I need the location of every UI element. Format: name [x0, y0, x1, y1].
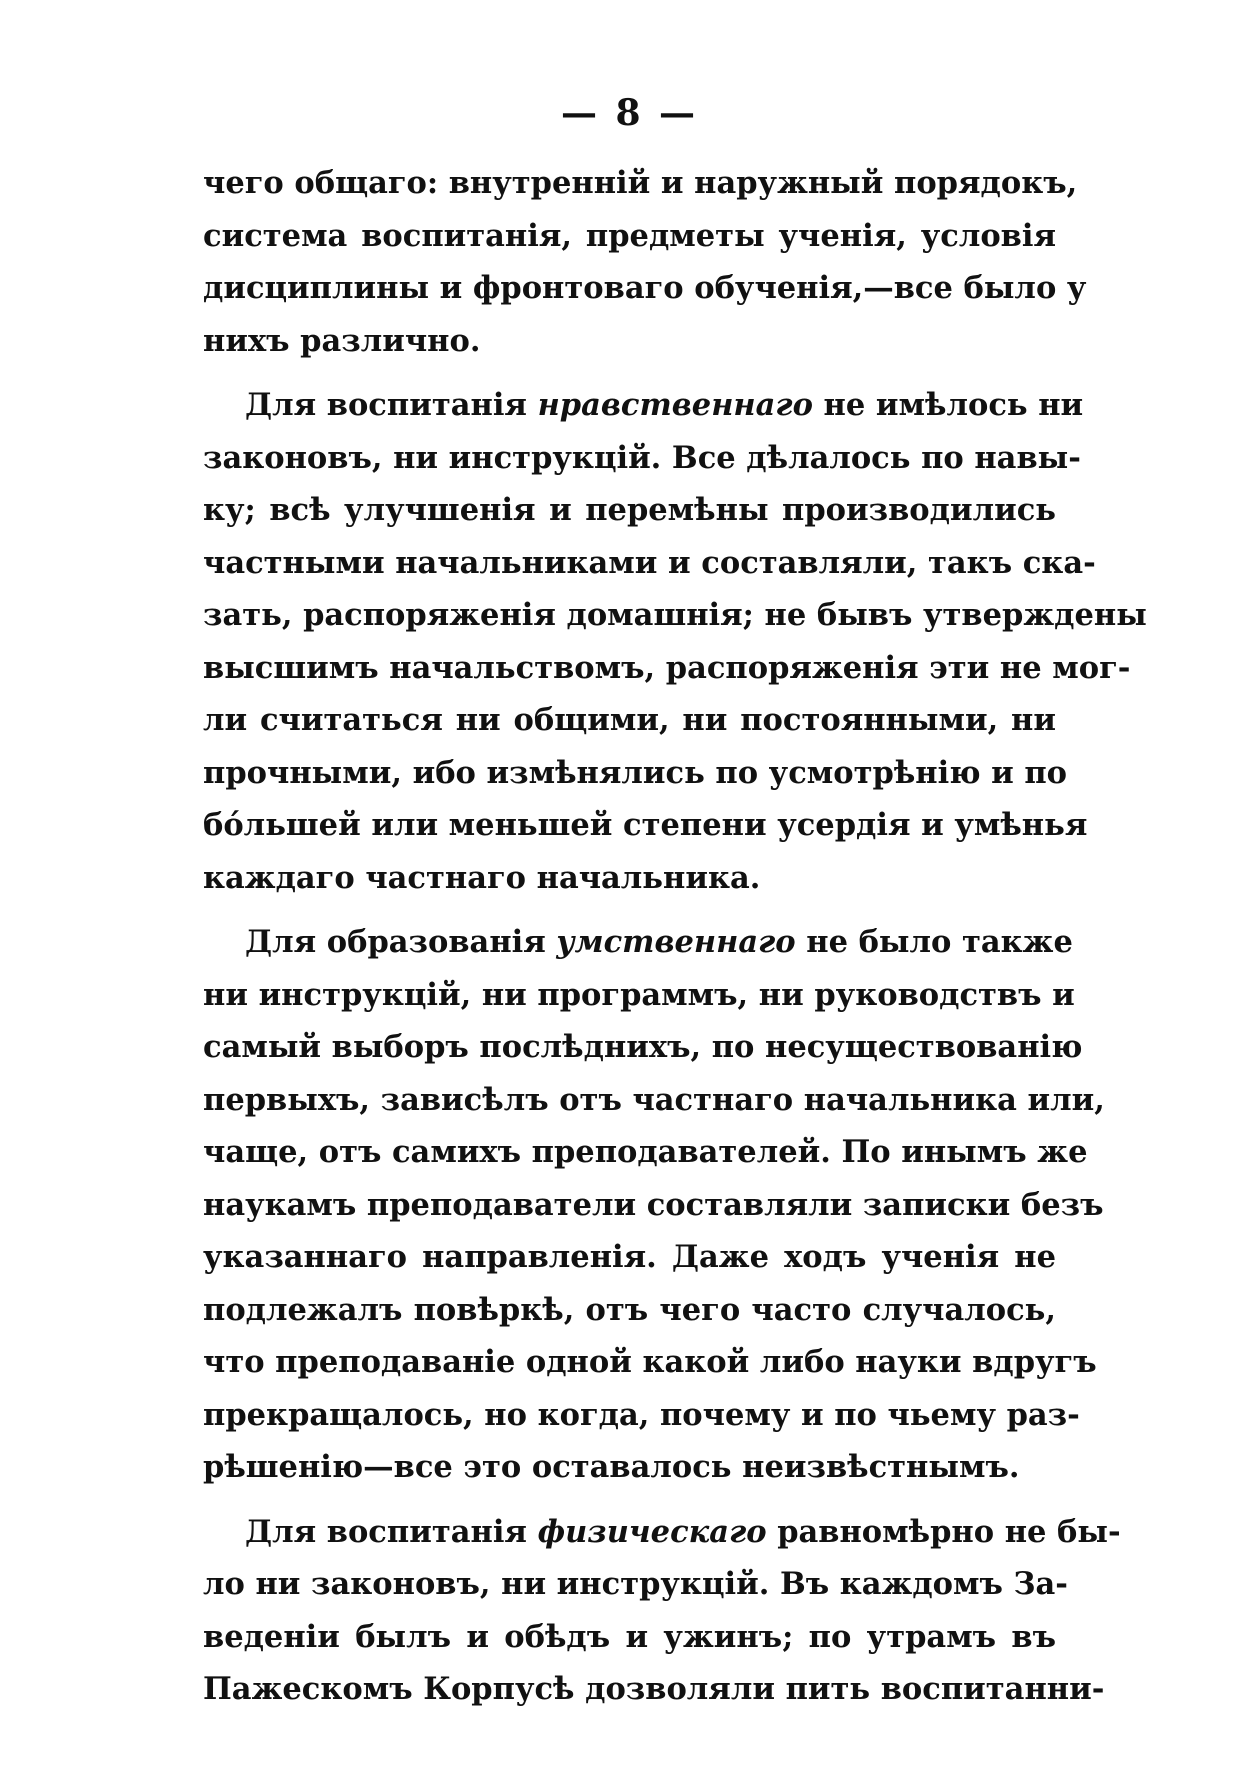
text-line: указаннаго направленія. Даже ходъ ученія не: [203, 1239, 1056, 1275]
text-line: ку; всѣ улучшенія и перемѣны производились: [203, 492, 1056, 528]
text-line: самый выборъ послѣднихъ, по несуществованію: [203, 1029, 1083, 1065]
text-line: подлежалъ повѣркѣ, отъ чего часто случалось,: [203, 1291, 1056, 1328]
text-line: законовъ, ни инструкцій. Все дѣлалось по навы-: [203, 439, 1081, 476]
text-segment: Для воспитанія: [245, 1513, 538, 1550]
text-line: дисциплины и фронтоваго обученія,—все было у: [203, 270, 1087, 306]
text-line: первыхъ, зависѣлъ отъ частнаго начальника или,: [203, 1081, 1105, 1118]
emphasized-term: нравственнаго: [537, 387, 813, 423]
paragraph-continuation: [203, 157, 1087, 367]
emphasized-term: умственнаго: [556, 924, 796, 960]
text-line: высшимъ начальствомъ, распоряженія эти не мог-: [203, 649, 1131, 686]
text-line: нихъ различно.: [203, 322, 481, 359]
text-line: что преподаваніе одной какой либо науки вдругъ: [203, 1344, 1097, 1380]
paragraph-physical-education: [203, 1506, 1121, 1716]
text-line: чаще, отъ самихъ преподавателей. По инымъ же: [203, 1134, 1088, 1170]
paragraph-moral-education: [203, 379, 1147, 904]
text-line: система воспитанія, предметы ученія, условія: [203, 217, 1056, 254]
text-line: веденіи былъ и обѣдъ и ужинъ; по утрамъ въ: [203, 1618, 1056, 1655]
emphasized-term: физическаго: [537, 1513, 767, 1550]
text-line: [203, 916, 1073, 969]
body-text: [203, 157, 1147, 1716]
text-line: каждаго частнаго начальника.: [203, 859, 761, 896]
text-segment: равномѣрно не бы-: [766, 1513, 1121, 1550]
text-line: ло ни законовъ, ни инструкцій. Въ каждомъ За-: [203, 1566, 1068, 1602]
text-line: ли считаться ни общими, ни постоянными, ни: [203, 702, 1056, 738]
page-number: — 8 —: [560, 92, 699, 134]
text-line: бо́льшей или меньшей степени усердія и умѣнья: [203, 807, 1088, 843]
text-line: наукамъ преподаватели составляли записки безъ: [203, 1186, 1104, 1223]
text-line: ни инструкцій, ни программъ, ни руководствъ и: [203, 976, 1075, 1013]
text-line: рѣшенію—все это оставалось неизвѣстнымъ.: [203, 1449, 1020, 1485]
text-segment: Для образованія: [245, 924, 557, 960]
text-line: зать, распоряженія домашнія; не бывъ утверждены: [203, 597, 1147, 633]
text-line: прочными, ибо измѣнялись по усмотрѣнію и по: [203, 754, 1067, 791]
text-line: частными начальниками и составляли, такъ ска-: [203, 544, 1096, 581]
text-segment: не было также: [795, 924, 1073, 960]
text-segment: не имѣлось ни: [812, 387, 1084, 423]
text-line: [203, 379, 1084, 432]
text-line: [203, 1506, 1121, 1559]
text-segment: Для воспитанія: [245, 387, 538, 423]
text-line: Пажескомъ Корпусѣ дозволяли пить воспитанни-: [203, 1671, 1105, 1707]
text-line: чего общаго: внутренній и наружный порядокъ,: [203, 165, 1078, 201]
paragraph-intellectual-education: [203, 916, 1105, 1494]
text-line: прекращалось, но когда, почему и по чьему раз-: [203, 1396, 1080, 1433]
